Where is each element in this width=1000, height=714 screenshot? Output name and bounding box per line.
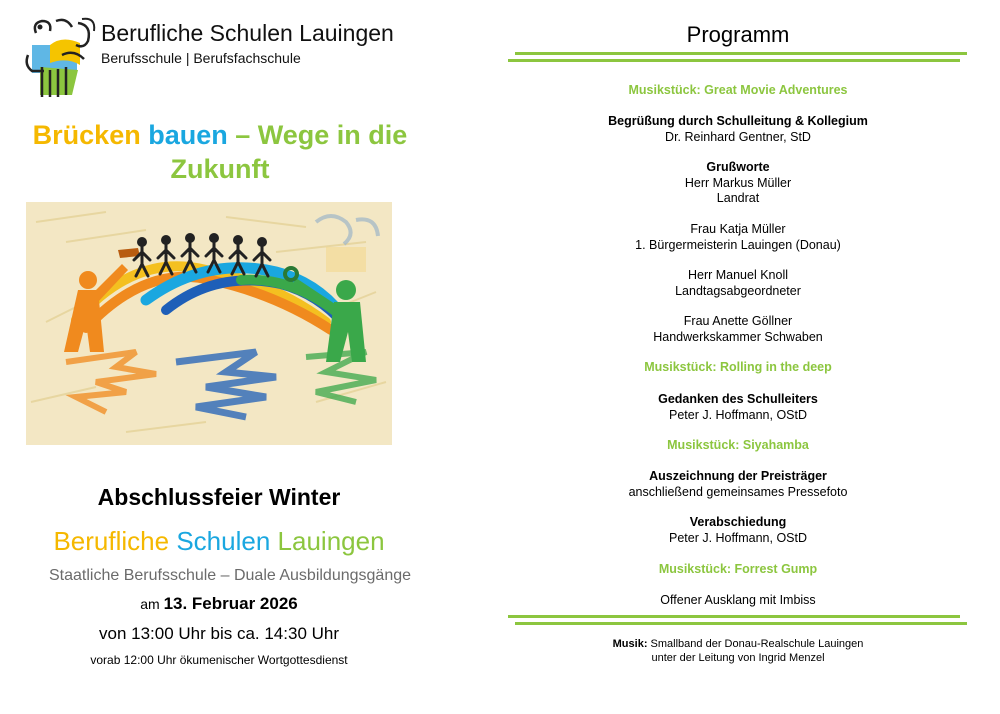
motto-word-2: bauen bbox=[148, 120, 228, 150]
program-title: Programm bbox=[686, 22, 790, 47]
event-time: von 13:00 Uhr bis ca. 14:30 Uhr bbox=[98, 624, 340, 643]
speaker-3-name: Herr Manuel Knoll bbox=[687, 268, 789, 282]
program-music-4: Musikstück: Forrest Gump bbox=[658, 562, 818, 576]
music-credit-label: Musik: bbox=[612, 638, 648, 650]
school-subtitle: Berufsschule | Berufsfachschule bbox=[101, 50, 301, 66]
program-music-3: Musikstück: Siyahamba bbox=[667, 438, 809, 452]
event-school-name bbox=[20, 526, 418, 557]
event-subtitle: Staatliche Berufsschule – Duale Ausbildungsgänge bbox=[48, 567, 412, 584]
greeting-name: Dr. Reinhard Gentner, StD bbox=[665, 129, 811, 144]
school-name: Berufliche Schulen Lauingen bbox=[101, 20, 394, 46]
motto-word-4: Zukunft bbox=[170, 154, 270, 184]
bottom-divider-upper bbox=[508, 615, 960, 618]
award-note: anschließend gemeinsames Pressefoto bbox=[628, 484, 848, 499]
speaker-4-name: Frau Anette Göllner bbox=[683, 314, 793, 328]
event-date: 13. Februar 2026 bbox=[163, 594, 298, 613]
event-service-note: vorab 12:00 Uhr ökumenischer Wortgottesdienst bbox=[90, 653, 348, 667]
program-item-farewell bbox=[508, 515, 968, 546]
speaker-2-name: Frau Katja Müller bbox=[690, 222, 786, 236]
event-school-word-1: Berufliche bbox=[53, 526, 170, 556]
words-title: Grußworte bbox=[706, 160, 770, 174]
speaker-1-role: Landrat bbox=[716, 191, 760, 205]
motto-heading bbox=[20, 118, 420, 186]
event-title: Abschlussfeier Winter bbox=[97, 484, 341, 510]
event-date-prefix: am bbox=[140, 596, 160, 612]
program-item-speaker-3 bbox=[508, 268, 968, 299]
motto-word-1: Brücken bbox=[32, 120, 141, 150]
event-school-word-2: Schulen bbox=[176, 526, 271, 556]
program-closing: Offener Ausklang mit Imbiss bbox=[660, 593, 816, 607]
program-music-1: Musikstück: Great Movie Adventures bbox=[628, 83, 848, 97]
thoughts-title: Gedanken des Schulleiters bbox=[658, 392, 818, 406]
program-item-speaker-4 bbox=[508, 314, 968, 345]
thoughts-name: Peter J. Hoffmann, OStD bbox=[668, 407, 808, 422]
farewell-title: Verabschiedung bbox=[689, 515, 787, 529]
top-divider-upper bbox=[515, 52, 967, 55]
program-music-2: Musikstück: Rolling in the deep bbox=[644, 360, 832, 374]
motto-word-3: – Wege in die bbox=[235, 120, 408, 150]
top-divider-lower bbox=[508, 59, 960, 62]
speaker-3-role: Landtagsabgeordneter bbox=[675, 283, 801, 298]
school-logo bbox=[22, 15, 97, 100]
speaker-2-role: 1. Bürgermeisterin Lauingen (Donau) bbox=[635, 237, 841, 252]
bottom-divider-lower bbox=[515, 622, 967, 625]
program-item-thoughts bbox=[508, 392, 968, 423]
program-item-greetings-words bbox=[508, 160, 968, 207]
music-credit bbox=[508, 637, 968, 665]
award-title: Auszeichnung der Preisträger bbox=[649, 469, 827, 483]
speaker-4-role: Handwerkskammer Schwaben bbox=[653, 329, 823, 344]
event-school-word-3: Lauingen bbox=[277, 526, 385, 556]
music-credit-text-2: unter der Leitung von Ingrid Menzel bbox=[651, 652, 825, 664]
music-credit-text: Smallband der Donau-Realschule Lauingen bbox=[650, 638, 864, 650]
speaker-1-name: Herr Markus Müller bbox=[684, 175, 792, 190]
event-date-line bbox=[20, 594, 418, 614]
greeting-title: Begrüßung durch Schulleitung & Kollegium bbox=[608, 114, 868, 128]
program-item-speaker-2 bbox=[508, 222, 968, 253]
bridge-illustration bbox=[26, 202, 392, 445]
program-item-greeting bbox=[508, 114, 968, 145]
program-item-award bbox=[508, 469, 968, 500]
farewell-name: Peter J. Hoffmann, OStD bbox=[668, 530, 808, 545]
